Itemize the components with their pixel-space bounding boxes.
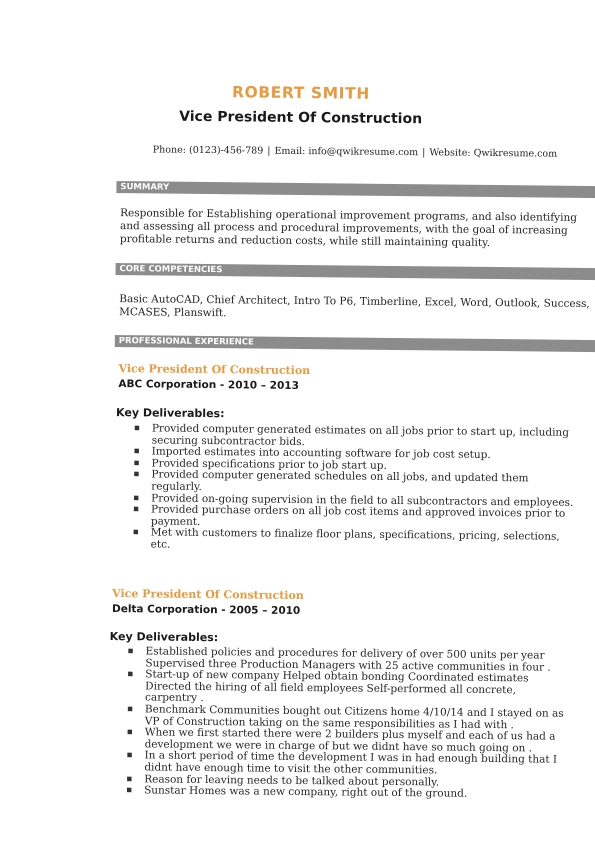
candidate-title: Vice President Of Construction — [179, 108, 423, 128]
list-item: ▪ Reason for leaving needs to be talked about personally. — [126, 774, 570, 790]
list-item: ▪ Provided on-going supervision in the field to all subcontractors and employees. — [133, 493, 581, 509]
list-item: ▪ Sunstar Homes was a new company, right out of the ground. — [126, 785, 570, 801]
contact-separator: | — [267, 145, 271, 157]
list-item: ▪ In a short period of time the development I was in had enough building that I didnt have enough time to visit the other communities. — [126, 751, 570, 779]
summary-heading: SUMMARY — [116, 181, 595, 198]
list-item: ▪ Met with customers to finalize floor plans, specifications, pricing, selections, etc. — [133, 528, 581, 556]
list-item: ▪ Provided purchase orders on all job cost items and approved invoices prior to payment. — [133, 504, 581, 532]
job-company: ABC Corporation - 2010 – 2013 — [118, 378, 299, 392]
list-item: ▪ When we first started there were 2 builders plus myself and each of us had a development we were in charge of but we didnt have so much going on . — [127, 727, 571, 755]
list-item: ▪ Provided specifications prior to job start up. — [133, 458, 581, 474]
contact-line — [153, 144, 583, 160]
job-company: Delta Corporation - 2005 – 2010 — [111, 603, 301, 618]
job-title: Vice President Of Construction — [118, 362, 311, 378]
list-item: ▪ Established policies and procedures for delivery of over 500 units per year Supervised three Production Managers with 25 active communities in four . — [127, 646, 571, 674]
job-title: Vice President Of Construction — [112, 587, 304, 603]
list-item: ▪ Imported estimates into accounting software for job cost setup. — [134, 446, 582, 462]
key-deliverables-label: Key Deliverables: — [109, 630, 219, 645]
experience-heading: PROFESSIONAL EXPERIENCE — [115, 335, 595, 352]
list-item: ▪ Benchmark Communities bought out Citizens home 4/10/14 and I stayed on as VP of Construction taking on the same responsibilities as I had with . — [127, 704, 571, 732]
competencies-heading: CORE COMPETENCIES — [116, 263, 595, 280]
list-item: ▪ Provided computer generated schedules on all jobs, and updated them regularly. — [133, 470, 581, 498]
list-item: ▪ Start-up of new company Helped obtain bonding Coordinated estimates Directed the hiring of all field employees Self-performed all concrete, carpentry . — [127, 669, 571, 708]
summary-text: Responsible for Establishing operational improvement programs, and also identifying and assessing all process and procedural improvements, with the goal of increasing profitable returns and reduction costs, while still maintaining quality. — [119, 207, 578, 249]
candidate-name: ROBERT SMITH — [231, 83, 370, 103]
contact-website: Website: Qwikresume.com — [429, 147, 558, 160]
competencies-text: Basic AutoCAD, Chief Architect, Intro To P6, Timberline, Excel, Word, Outlook, Success, MCASES, Planswift. — [119, 293, 590, 320]
deliverables-list — [133, 423, 582, 555]
deliverables-list — [126, 646, 572, 801]
list-item: ▪ Provided computer generated estimates on all jobs prior to start up, including securing subcontractor bids. — [134, 423, 582, 451]
key-deliverables-label: Key Deliverables: — [115, 406, 225, 421]
contact-email: Email: info@qwikresume.com — [274, 145, 419, 159]
contact-phone: Phone: (0123)-456-789 — [152, 144, 264, 157]
contact-separator: | — [422, 147, 426, 159]
